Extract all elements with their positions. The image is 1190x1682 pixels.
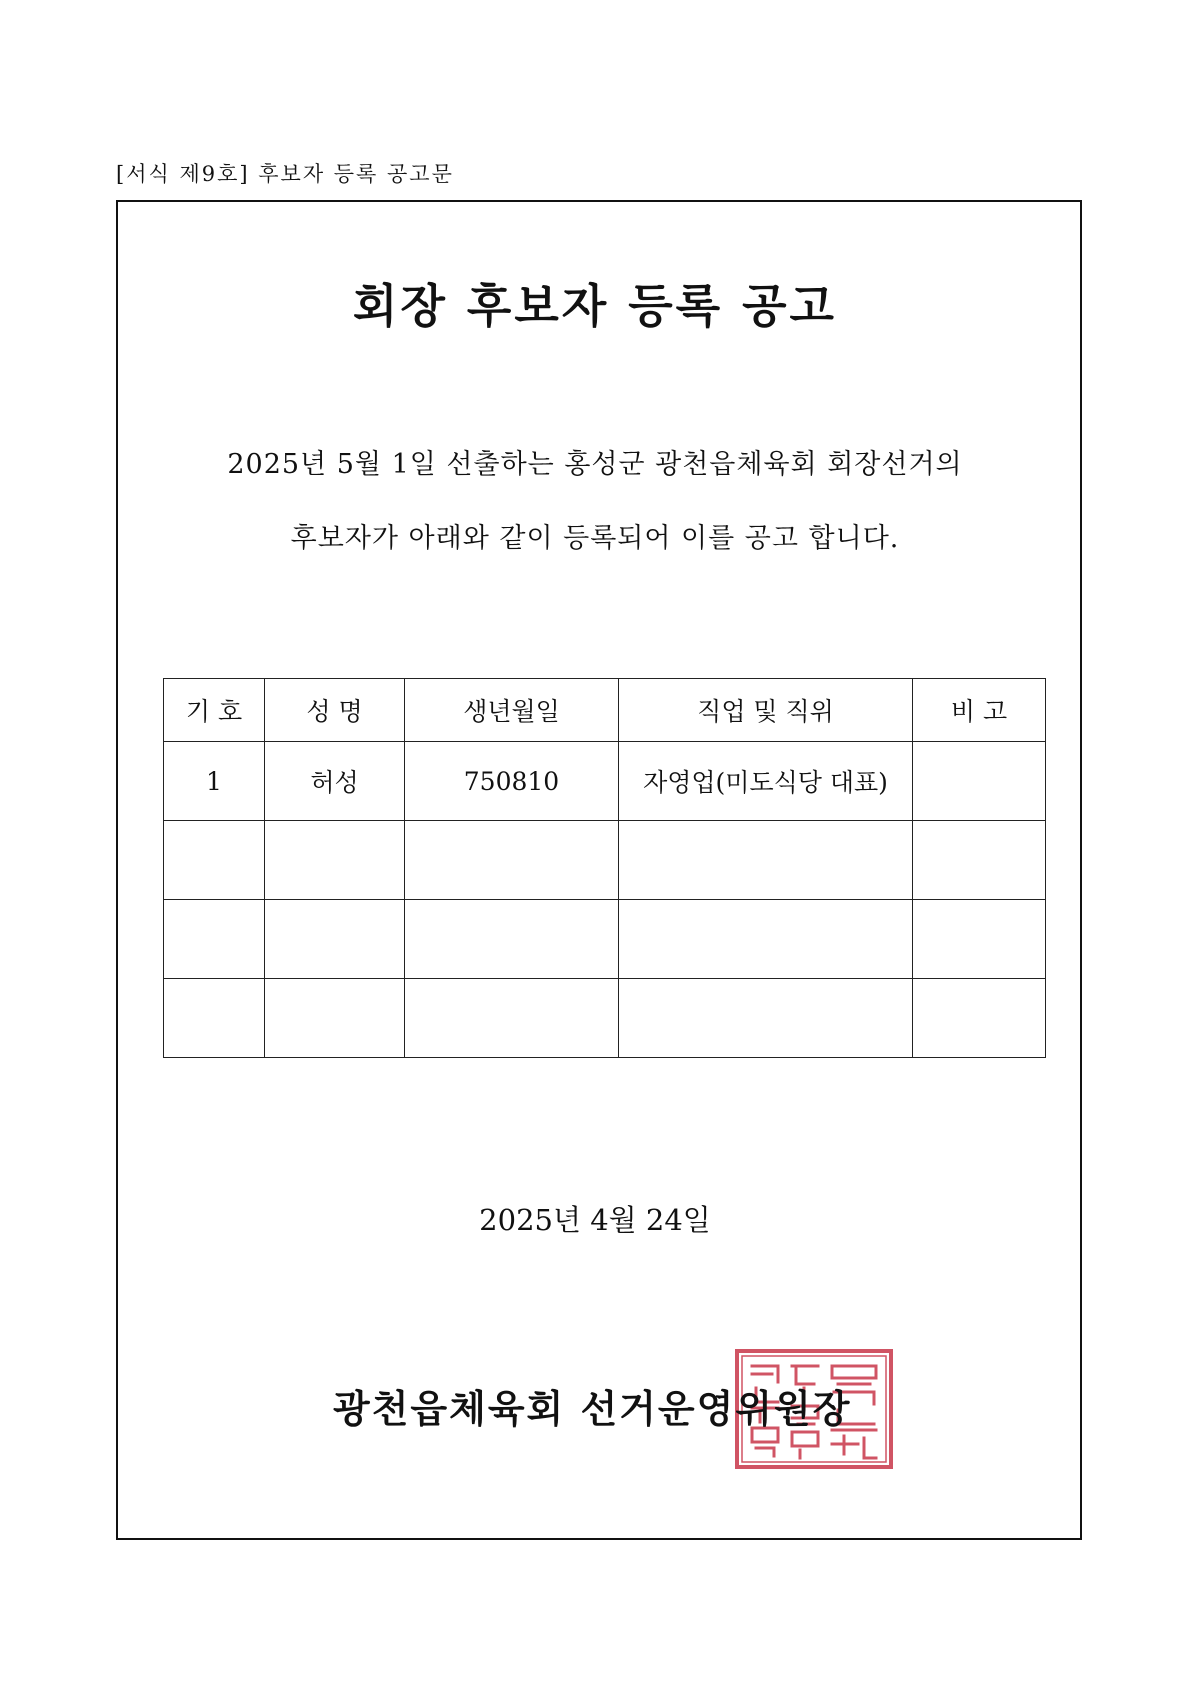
table-header-row bbox=[164, 679, 1046, 742]
cell-name bbox=[265, 900, 405, 979]
cell-remarks bbox=[913, 742, 1046, 821]
table-row bbox=[164, 742, 1046, 821]
table-row bbox=[164, 900, 1046, 979]
cell-occupation bbox=[619, 979, 913, 1058]
notice-body-line-1: 2025년 5월 1일 선출하는 홍성군 광천읍체육회 회장선거의 bbox=[227, 449, 963, 480]
cell-number bbox=[164, 821, 265, 900]
cell-occupation bbox=[619, 821, 913, 900]
cell-remarks bbox=[913, 821, 1046, 900]
signature-line: 광천읍체육회 선거운영위원장 bbox=[333, 1386, 852, 1431]
table-row bbox=[164, 821, 1046, 900]
cell-birthdate bbox=[405, 979, 619, 1058]
document-title: 회장 후보자 등록 공고 bbox=[353, 279, 837, 333]
cell-birthdate: 750810 bbox=[405, 742, 619, 821]
cell-occupation: 자영업(미도식당 대표) bbox=[619, 742, 913, 821]
notice-body-line-2: 후보자가 아래와 같이 등록되어 이를 공고 합니다. bbox=[290, 523, 900, 554]
cell-remarks bbox=[913, 979, 1046, 1058]
table-row bbox=[164, 979, 1046, 1058]
cell-number bbox=[164, 900, 265, 979]
header-remarks: 비 고 bbox=[913, 679, 1046, 742]
cell-name bbox=[265, 979, 405, 1058]
cell-number: 1 bbox=[164, 742, 265, 821]
cell-remarks bbox=[913, 900, 1046, 979]
header-birthdate: 생년월일 bbox=[405, 679, 619, 742]
cell-occupation bbox=[619, 900, 913, 979]
cell-number bbox=[164, 979, 265, 1058]
header-name: 성 명 bbox=[265, 679, 405, 742]
cell-birthdate bbox=[405, 821, 619, 900]
cell-birthdate bbox=[405, 900, 619, 979]
cell-name bbox=[265, 821, 405, 900]
candidate-table bbox=[163, 678, 1046, 1058]
cell-name: 허성 bbox=[265, 742, 405, 821]
notice-date: 2025년 4월 24일 bbox=[479, 1203, 711, 1237]
form-label: [서식 제9호] 후보자 등록 공고문 bbox=[116, 162, 454, 186]
header-number: 기 호 bbox=[164, 679, 265, 742]
header-occupation: 직업 및 직위 bbox=[619, 679, 913, 742]
